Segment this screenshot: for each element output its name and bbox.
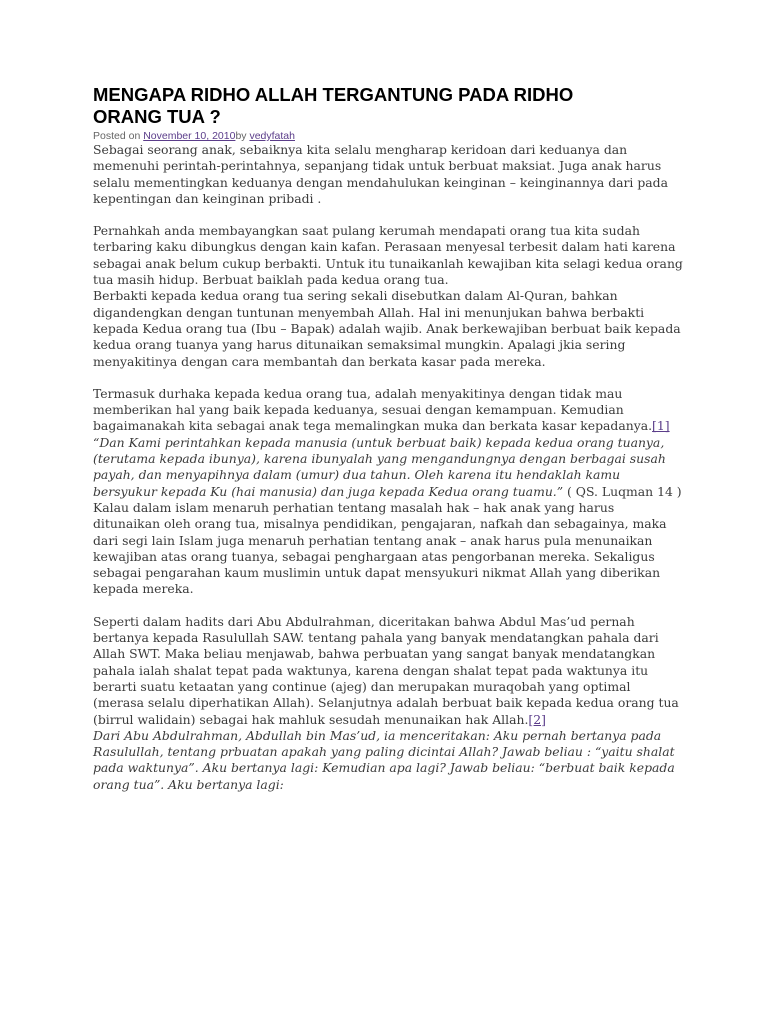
paragraph-6: Seperti dalam hadits dari Abu Abdulrahman, diceritakan bahwa Abdul Mas’ud pernah bertanya kepada Rasulullah SAW. tentang pahala yang banyak mendatangkan pahala dari Allah SWT. Maka beliau menjawab, bahwa perbuatan yang sangat banyak mendatangkan pahala ialah shalat tepat pada waktunya, karena dengan shalat tepat pada waktunya itu berarti suatu ketaatan yang continue (ajeg) dan merupakan muraqobah yang optimal (merasa selalu diperhatikan Allah). Selanjutnya adalah berbuat baik kepada kedua orang tua (birrul walidain) sebagai hak mahluk sesudah menunaikan hak Allah.: [93, 613, 679, 727]
article-body: [93, 142, 683, 793]
article: [93, 84, 683, 793]
post-meta: [93, 130, 683, 142]
quote-1-wrapper: [93, 435, 683, 500]
article-title: [93, 84, 683, 128]
paragraph-5: Kalau dalam islam menaruh perhatian tentang masalah hak – hak anak yang harus ditunaikan oleh orang tua, misalnya pendidikan, pengajaran, nafkah dan sebagainya, maka dari segi lain Islam juga menaruh perhatian tentang anak – anak harus pula menunaikan kewajiban atas orang tuanya, sebagai penghargaan atas pengorbanan mereka. Sekaligus sebagai pengarahan kaum muslimin untuk dapat mensyukuri nikmat Allah yang diberikan kepada mereka.: [93, 499, 667, 597]
hadith-quote: Dari Abu Abdulrahman, Abdullah bin Mas’ud, ia menceritakan: Aku pernah bertanya pada Rasulullah, tentang prbuatan apakah yang paling dicintai Allah? Jawab beliau : “yaitu shalat pada waktunya”. Aku bertanya lagi: Kemudian apa lagi? Jawab beliau: “berbuat baik kepada orang tua”. Aku bertanya lagi:: [93, 727, 675, 792]
by-label: by: [235, 130, 250, 142]
paragraph-4: Termasuk durhaka kepada kedua orang tua, adalah menyakitinya dengan tidak mau memberikan hal yang baik kepada keduanya, sesuai dengan kemampuan. Kemudian bagaimanakah kita sebagai anak tega memalingkan muka dan berkata kasar kepadanya.: [93, 385, 653, 434]
quran-quote: “Dan Kami perintahkan kepada manusia (untuk berbuat baik) kepada kedua orang tuanya, (terutama kepada ibunya), karena ibunyalah yang mengandungnya dengan berbagai susah payah, dan menyapihnya dalam (umur) dua tahun. Oleh karena itu hendaklah kamu bersyukur kepada Ku (hai manusia) dan juga kepada Kedua orang tuamu.”: [93, 434, 666, 499]
paragraph-1: Sebagai seorang anak, sebaiknya kita selalu mengharap keridoan dari keduanya dan memenuhi perintah-perintahnya, sepanjang tidak untuk berbuat maksiat. Juga anak harus selalu mementingkan keduanya dengan mendahulukan keinginan – keinginannya dari pada kepentingan dan keinginan pribadi .: [93, 142, 668, 206]
paragraph-2: Pernahkah anda membayangkan saat pulang kerumah mendapati orang tua kita sudah terbaring kaku dibungkus dengan kain kafan. Perasaan menyesal terbesit dalam hati karena sebagai anak belum cukup berbakti. Untuk itu tunaikanlah kewajiban kita selagi kedua orang tua masih hidup. Berbuat baiklah pada kedua orang tua.: [93, 223, 683, 288]
posted-on-label: Posted on: [93, 130, 144, 142]
paragraph-3: Berbakti kepada kedua orang tua sering sekali disebutkan dalam Al-Quran, bahkan digandengkan dengan tuntunan menyembah Allah. Hal ini menunjukan bahwa berbakti kepada Kedua orang tua (Ibu – Bapak) adalah wajib. Anak berkewajiban berbuat baik kepada kedua orang tuanya yang harus ditunaikan semaksimal mungkin. Apalagi jkia sering menyakitinya dengan cara membantah dan berkata kasar pada mereka.: [93, 288, 681, 369]
author-link[interactable]: vedyfatah: [249, 130, 295, 142]
title-line-1: MENGAPA RIDHO ALLAH TERGANTUNG PADA RIDHO: [93, 84, 574, 105]
title-line-2: ORANG TUA ?: [93, 106, 221, 127]
paragraph-6-wrapper: [93, 614, 683, 728]
quran-reference: ( QS. Luqman 14 ): [563, 483, 682, 499]
paragraph-4-wrapper: [93, 386, 683, 435]
footnote-link-1[interactable]: [1]: [652, 418, 670, 434]
footnote-link-2[interactable]: [2]: [528, 711, 546, 727]
post-date-link[interactable]: November 10, 2010: [143, 130, 236, 142]
